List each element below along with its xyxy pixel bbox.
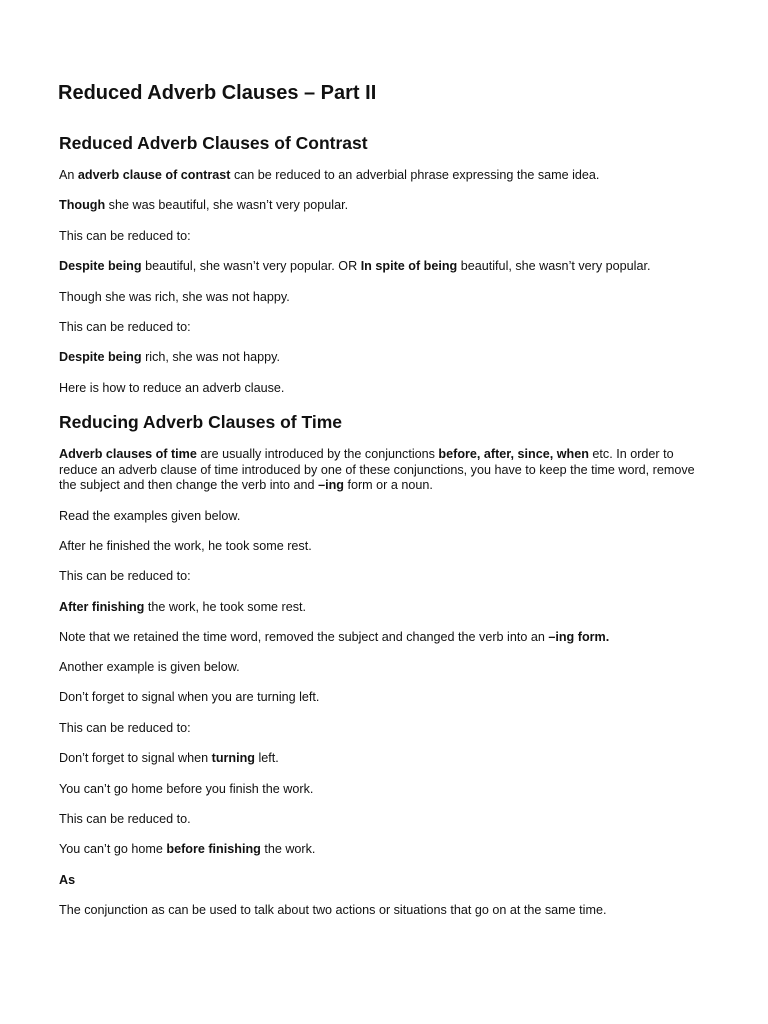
example-sentence: Despite being rich, she was not happy. bbox=[59, 350, 280, 364]
example-sentence: You can’t go home before finishing the work. bbox=[59, 842, 316, 856]
document-title: Reduced Adverb Clauses – Part II bbox=[58, 82, 377, 104]
example-sentence: After he finished the work, he took some rest. bbox=[59, 539, 312, 553]
paragraph: Read the examples given below. bbox=[59, 509, 241, 523]
paragraph: Another example is given below. bbox=[59, 660, 240, 674]
paragraph: Here is how to reduce an adverb clause. bbox=[59, 381, 285, 395]
example-sentence: Don’t forget to signal when you are turning left. bbox=[59, 690, 320, 704]
subheading-as: As bbox=[59, 873, 76, 887]
section-heading-contrast: Reduced Adverb Clauses of Contrast bbox=[59, 133, 368, 153]
paragraph: This can be reduced to: bbox=[59, 569, 191, 583]
example-sentence: Though she was beautiful, she wasn’t very popular. bbox=[59, 198, 349, 212]
example-sentence: Despite being beautiful, she wasn’t very popular. OR In spite of being beautiful, she wasn’t very popular. bbox=[59, 259, 651, 273]
paragraph: This can be reduced to: bbox=[59, 320, 191, 334]
example-sentence: You can’t go home before you finish the work. bbox=[59, 782, 314, 796]
example-sentence: Don’t forget to signal when turning left. bbox=[59, 751, 279, 765]
paragraph: This can be reduced to: bbox=[59, 229, 191, 243]
section-heading-time: Reducing Adverb Clauses of Time bbox=[59, 412, 342, 432]
paragraph: This can be reduced to. bbox=[59, 812, 191, 826]
example-sentence: After finishing the work, he took some rest. bbox=[59, 600, 307, 614]
paragraph: An adverb clause of contrast can be reduced to an adverbial phrase expressing the same idea. bbox=[59, 168, 600, 182]
paragraph: Note that we retained the time word, removed the subject and changed the verb into an –ing form. bbox=[59, 630, 610, 644]
paragraph: Adverb clauses of time are usually introduced by the conjunctions before, after, since, when etc. In order to reduce an adverb clause of time introduced by one of these conjunctions, you have to keep the time word, remove the subject and then change the verb into and –ing form or a noun. bbox=[59, 447, 695, 493]
paragraph: This can be reduced to: bbox=[59, 721, 191, 735]
paragraph: The conjunction as can be used to talk about two actions or situations that go on at the same time. bbox=[59, 903, 607, 917]
example-sentence: Though she was rich, she was not happy. bbox=[59, 290, 290, 304]
